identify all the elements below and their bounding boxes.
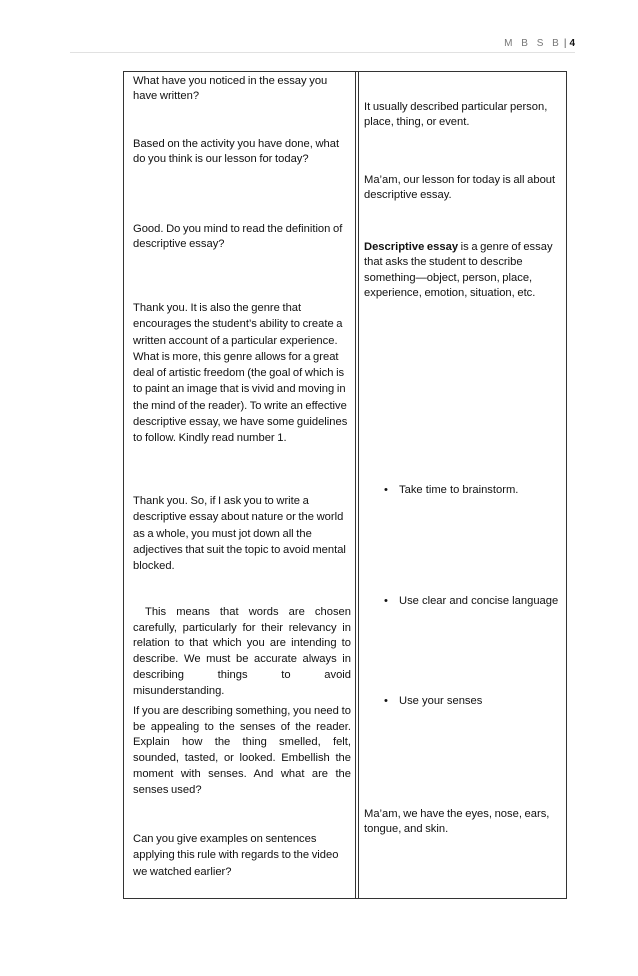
student-answer-3	[364, 240, 560, 302]
definition-text: is a genre of essay that asks the student to describe something—object, person, place, experience, emotion, situation, etc.	[364, 241, 553, 300]
bullet-icon: •	[384, 595, 388, 607]
teacher-line-1: What have you noticed in the essay you have written?	[133, 75, 328, 103]
definition-term: Descriptive essay	[364, 241, 459, 253]
teacher-line-5: Thank you. So, if I ask you to write a descriptive essay about nature or the world as a whole, you must jot down all the adjectives that suit the topic to avoid mental blocked.	[133, 495, 346, 573]
column-divider	[355, 72, 359, 898]
header-initials: M B S B	[504, 38, 562, 49]
header-rule	[70, 52, 575, 53]
page-number: 4	[569, 38, 575, 49]
teacher-line-6: This means that words are chosen carefully, particularly for their relevancy in relation to that which you are intending to describe. We must be accurate always in describing things to avoid misunderstanding.	[133, 606, 351, 697]
student-answer-4: Ma’am, we have the eyes, nose, ears, tongue, and skin.	[364, 808, 550, 836]
guideline-text: Use clear and concise language	[399, 595, 559, 607]
student-answer-1: It usually described particular person, place, thing, or event.	[364, 101, 548, 129]
guideline-text: Use your senses	[399, 695, 483, 707]
bullet-icon: •	[384, 695, 388, 707]
teacher-line-7: If you are describing something, you need to be appealing to the senses of the reader. Explain how the thing smelled, felt, sounded, tasted, or looked. Embellish the moment with senses. And what are the senses used?	[133, 705, 351, 796]
header-separator: |	[563, 38, 567, 49]
teacher-line-4: Thank you. It is also the genre that encourages the student’s ability to create a written account of a particular experience. What is more, this genre allows for a great deal of artistic freedom (the goal of which is to paint an image that is vivid and moving in the mind of the reader). To write an effective descriptive essay, we have some guidelines to follow. Kindly read number 1.	[133, 302, 348, 445]
teacher-line-3: Good. Do you mind to read the definition of descriptive essay?	[133, 223, 343, 251]
bullet-icon: •	[384, 484, 388, 496]
student-answer-2: Ma’am, our lesson for today is all about descriptive essay.	[364, 174, 556, 202]
teacher-line-2: Based on the activity you have done, what do you think is our lesson for today?	[133, 138, 340, 166]
guideline-text: Take time to brainstorm.	[399, 484, 519, 496]
teacher-line-8: Can you give examples on sentences applying this rule with regards to the video we watched earlier?	[133, 833, 339, 878]
lesson-table	[123, 71, 567, 899]
page-header	[504, 38, 575, 49]
